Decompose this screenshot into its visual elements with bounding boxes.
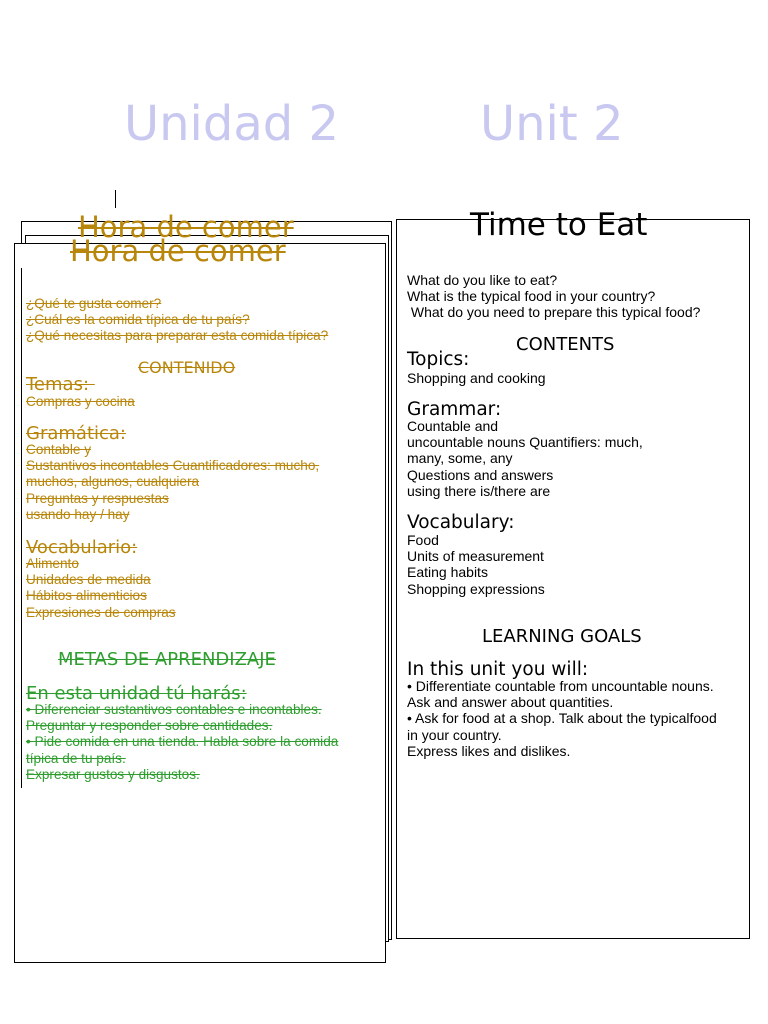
left-vocab-heading: Vocabulario: <box>26 537 138 558</box>
left-vocab-item: Expresiones de compras <box>26 604 176 620</box>
left-goal-item: • Diferenciar sustantivos contables e incontables. <box>26 702 322 717</box>
left-goals-subheading: En esta unidad tú harás: <box>26 683 247 704</box>
left-vocab-item: Hábitos alimenticios <box>26 588 147 604</box>
right-title: Time to Eat <box>470 207 648 243</box>
right-goal-item: • Ask for food at a shop. Talk about the typicalfood <box>407 710 717 727</box>
left-goal-item: típica de tu país. <box>26 750 126 766</box>
left-grammar-item: usando hay / hay <box>26 506 130 522</box>
left-goal-item: • Pide comida en una tienda. Habla sobre la comida <box>26 734 339 750</box>
left-grammar-heading: Gramática: <box>26 423 126 444</box>
right-vocab-item: Eating habits <box>407 564 488 581</box>
title-spanish: Unidad 2 <box>124 96 340 152</box>
right-grammar-item: using there is/there are <box>407 482 551 499</box>
right-vocab-list <box>407 532 545 597</box>
right-vocab-heading: Vocabulary: <box>407 512 515 533</box>
right-vocab-item: Food <box>407 532 439 548</box>
text-cursor <box>115 190 116 208</box>
left-title: Hora de comer <box>78 210 294 244</box>
left-question: ¿Cuál es la comida típica de tu país? <box>26 312 250 328</box>
left-topic-item: Compras y cocina <box>26 394 135 409</box>
right-goals-heading: LEARNING GOALS <box>482 626 642 647</box>
left-grammar-item: muchos, algunos, cualquiera <box>26 474 200 490</box>
left-topics-heading: Temas: <box>26 374 95 395</box>
right-grammar-list <box>407 418 643 499</box>
left-grammar-list <box>26 442 319 523</box>
right-goal-item: in your country. <box>407 726 502 743</box>
right-goals-subheading: In this unit you will: <box>407 659 589 680</box>
left-question: ¿Qué te gusta comer? <box>26 296 162 311</box>
left-vocab-item: Alimento <box>26 556 79 571</box>
left-question: ¿Qué necesitas para preparar esta comida típica? <box>26 328 329 344</box>
right-question: What is the typical food in your country? <box>407 288 656 305</box>
left-goal-item: Preguntar y responder sobre cantidades. <box>26 718 273 734</box>
right-contents-heading: CONTENTS <box>516 334 615 355</box>
right-topics-list <box>407 370 546 386</box>
left-grammar-item: Preguntas y respuestas <box>26 490 169 506</box>
left-vocab-item: Unidades de medida <box>26 572 151 588</box>
right-question: What do you like to eat? <box>407 272 558 288</box>
right-goal-item: Ask and answer about quantities. <box>407 694 614 711</box>
right-grammar-item: uncountable nouns Quantifiers: much, <box>407 434 643 451</box>
right-grammar-item: Countable and <box>407 418 499 434</box>
right-goal-item: Express likes and dislikes. <box>407 742 571 759</box>
left-grammar-item: Contable y <box>26 442 91 457</box>
right-vocab-item: Shopping expressions <box>407 580 545 597</box>
left-goals-list <box>26 702 338 783</box>
right-topics-heading: Topics: <box>407 349 470 370</box>
right-topic-item: Shopping and cooking <box>407 370 546 386</box>
left-vocab-list <box>26 556 176 621</box>
left-title-duplicate: Hora de comer <box>70 234 286 268</box>
right-grammar-item: Questions and answers <box>407 466 554 483</box>
right-goal-item: • Differentiate countable from uncountable nouns. <box>407 678 714 694</box>
left-questions <box>26 296 328 345</box>
left-goals-heading: METAS DE APRENDIZAJE <box>58 649 276 670</box>
right-goals-list <box>407 678 717 759</box>
right-question: What do you need to prepare this typical food? <box>407 304 701 321</box>
left-grammar-item: Sustantivos incontables Cuantificadores: mucho, <box>26 458 320 474</box>
left-contents-heading: CONTENIDO <box>138 358 236 377</box>
left-margin-rule <box>21 268 22 788</box>
right-questions <box>407 272 700 321</box>
left-topics-list <box>26 394 135 410</box>
title-english: Unit 2 <box>480 96 624 152</box>
right-grammar-heading: Grammar: <box>407 399 502 420</box>
right-grammar-item: many, some, any <box>407 450 513 467</box>
left-goal-item: Expresar gustos y disgustos. <box>26 766 200 782</box>
right-vocab-item: Units of measurement <box>407 548 544 565</box>
